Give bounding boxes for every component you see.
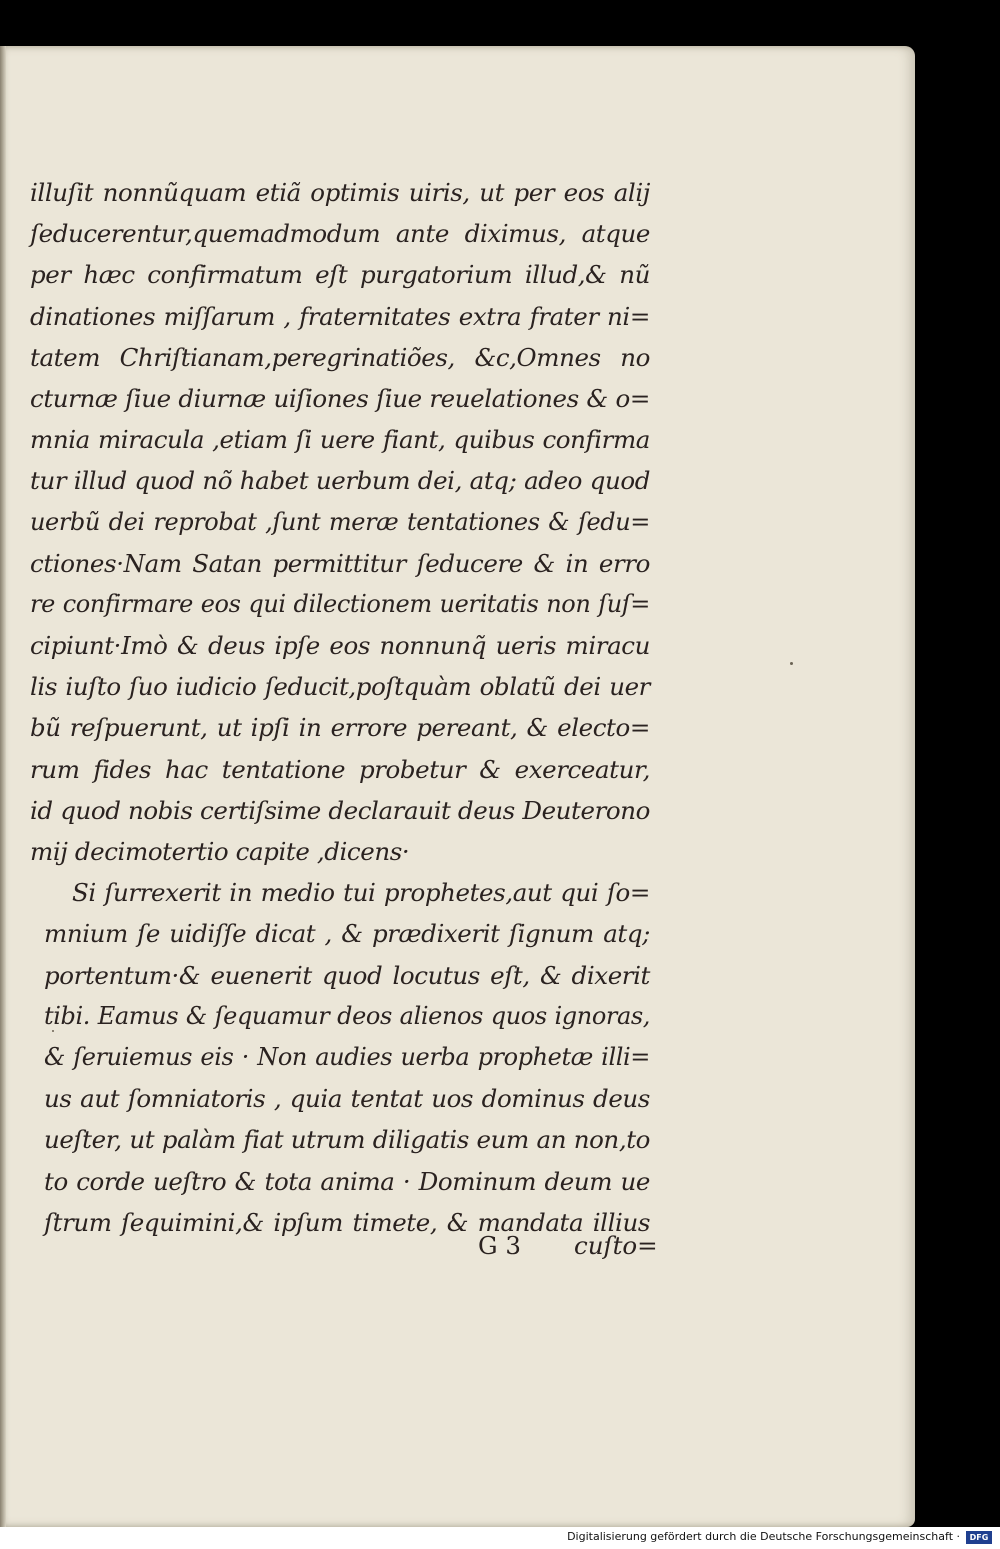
text-line: portentum·& euenerit quod locutus eſt, & dixerit (44, 960, 650, 990)
text-line: re confirmare eos qui dilectionem ueritatis non ſuſ= (30, 589, 650, 618)
text-line: mnia miracula ,etiam ſi uere fiant, quibus confirma (30, 425, 650, 455)
text-line: bũ reſpuerunt, ut ipſi in errore pereant, & electo= (30, 713, 650, 743)
text-line: to corde ueſtro & tota anima · Dominum deum ue (44, 1166, 650, 1196)
body-text (30, 172, 650, 1243)
text-line: & ſeruiemus eis · Non audies uerba prophetæ illi= (44, 1042, 650, 1071)
text-line: mnium ſe uidiſſe dicat , & prædixerit ſignum atq; (44, 919, 650, 949)
signature-mark: G 3 (478, 1231, 521, 1260)
text-line: ſtrum ſequimini,& ipſum timete, & mandata illius (44, 1207, 650, 1237)
text-line: tibi. Eamus & ſequamur deos alienos quos ignoras, (44, 1001, 650, 1030)
funding-credit: Digitalisierung gefördert durch die Deutsche Forschungsgemeinschaft · (567, 1530, 960, 1543)
text-line: tur illud quod nõ habet uerbum dei, atq; adeo quod (30, 466, 650, 496)
text-line: cturnæ ſiue diurnæ uiſiones ſiue reuelationes & o= (30, 383, 650, 413)
footer-bar (0, 1527, 1000, 1549)
text-line: ueſter, ut palàm fiat utrum diligatis eum an non,to (44, 1125, 650, 1155)
text-line: ſeducerentur,quemadmodum ante diximus, atque (30, 219, 650, 249)
text-line: cipiunt·Imò & deus ipſe eos nonnunq̃ ueris miracu (30, 631, 650, 661)
text-line: mij decimotertio capite ,dicens· (30, 837, 410, 866)
page-gutter-shadow (0, 46, 6, 1527)
text-line: uerbũ dei reprobat ,ſunt meræ tentationes & ſedu= (30, 507, 650, 536)
text-line: tatem Chriſtianam,peregrinatiões, &c,Omnes no (30, 342, 650, 372)
catch-line (0, 1231, 658, 1275)
catchword: cuſto= (574, 1231, 658, 1260)
text-line: per hæc confirmatum eſt purgatorium illud,& nũ (30, 260, 650, 290)
text-line: lis iuſto ſuo iudicio ſeducit,poſtquàm oblatũ dei uer (30, 672, 650, 702)
paragraph-start-line: Si ſurrexerit in medio tui prophetes,aut qui ſo= (72, 878, 650, 908)
text-line: illuſit nonnũquam etiã optimis uiris, ut per eos alij (30, 178, 650, 207)
text-line: us aut ſomniatoris , quia tentat uos dominus deus (44, 1084, 650, 1114)
text-line: dinationes miſſarum , fraternitates extra frater ni= (30, 301, 650, 331)
dfg-logo: DFG (966, 1531, 992, 1544)
paper-speck (790, 662, 793, 665)
text-line: rum fides hac tentatione probetur & exerceatur, (30, 754, 650, 784)
text-line: id quod nobis certiſsime declarauit deus Deuterono (30, 795, 650, 825)
text-line: ctiones·Nam Satan permittitur ſeducere & in erro (30, 548, 650, 578)
